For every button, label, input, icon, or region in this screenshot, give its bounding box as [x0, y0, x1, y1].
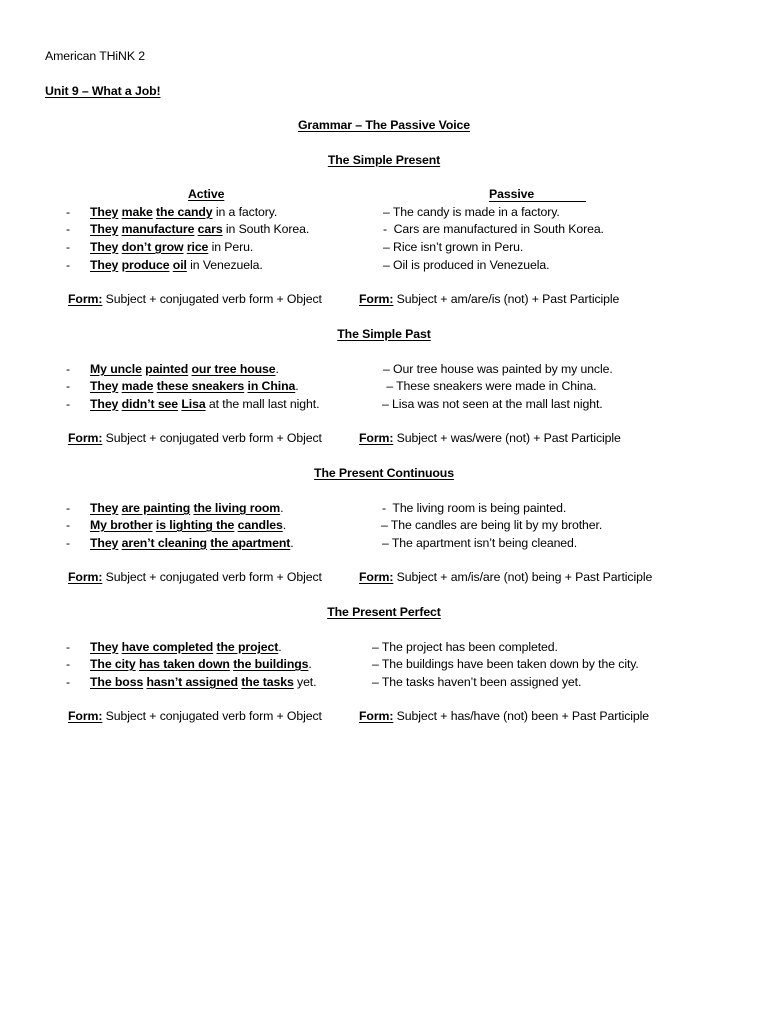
bullet-dash: - — [66, 536, 70, 550]
bullet-dash: - — [66, 640, 70, 654]
highlighted-phrase: The city — [90, 657, 136, 671]
active-sentence — [90, 657, 312, 672]
highlighted-phrase: the project — [216, 640, 279, 654]
highlighted-phrase: They — [90, 205, 119, 219]
active-sentence — [90, 379, 299, 394]
form-label: Form: — [359, 431, 394, 445]
form-label: Form: — [68, 709, 103, 723]
highlighted-phrase: My brother — [90, 518, 153, 532]
sentence-text: in Venezuela. — [186, 258, 263, 272]
highlighted-phrase: oil — [172, 258, 187, 272]
form-passive — [359, 709, 649, 724]
form-formula: Subject + has/have (not) been + Past Participle — [396, 709, 649, 723]
bullet-dash: - — [66, 379, 70, 393]
highlighted-phrase: don’t grow — [121, 240, 184, 254]
highlighted-phrase: The boss — [90, 675, 144, 689]
form-label: Form: — [359, 709, 394, 723]
passive-sentence: – The apartment isn’t being cleaned. — [382, 536, 578, 550]
active-sentence — [90, 675, 316, 690]
form-active — [68, 570, 322, 585]
bullet-dash: - — [66, 675, 70, 689]
highlighted-phrase: have completed — [121, 640, 214, 654]
grammar-topic-title: Grammar – The Passive Voice — [297, 118, 471, 132]
active-column-header: Active — [188, 187, 225, 201]
highlighted-phrase: Lisa — [181, 397, 206, 411]
highlighted-phrase: manufacture — [121, 222, 195, 236]
highlighted-phrase: They — [90, 536, 119, 550]
highlighted-phrase: They — [90, 640, 119, 654]
passive-sentence: – The candles are being lit by my brother. — [381, 518, 603, 532]
passive-sentence: – The project has been completed. — [372, 640, 558, 654]
passive-sentence: – Oil is produced in Venezuela. — [383, 258, 550, 272]
sentence-text: . — [278, 640, 282, 654]
passive-sentence: – Lisa was not seen at the mall last night. — [382, 397, 603, 411]
bullet-dash: - — [66, 258, 70, 272]
highlighted-phrase: our tree house — [191, 362, 276, 376]
highlighted-phrase: hasn’t assigned — [146, 675, 238, 689]
bullet-dash: - — [66, 397, 70, 411]
active-sentence — [90, 501, 283, 516]
active-sentence — [90, 397, 319, 412]
highlighted-phrase: are painting — [121, 501, 191, 515]
bullet-dash: - — [66, 362, 70, 376]
passive-sentence: – Rice isn’t grown in Peru. — [383, 240, 524, 254]
highlighted-phrase: the buildings — [233, 657, 309, 671]
passive-column-header: Passive — [489, 187, 586, 202]
sentence-text: . — [290, 536, 294, 550]
form-formula: Subject + conjugated verb form + Object — [105, 292, 322, 306]
form-formula: Subject + am/are/is (not) + Past Participle — [396, 292, 620, 306]
active-sentence — [90, 205, 277, 220]
form-label: Form: — [68, 292, 103, 306]
highlighted-phrase: They — [90, 397, 119, 411]
highlighted-phrase: rice — [186, 240, 209, 254]
passive-sentence: – The candy is made in a factory. — [383, 205, 560, 219]
form-formula: Subject + was/were (not) + Past Participle — [396, 431, 621, 445]
form-passive — [359, 292, 619, 307]
passive-sentence: – The tasks haven’t been assigned yet. — [372, 675, 582, 689]
bullet-dash: - — [66, 240, 70, 254]
highlighted-phrase: make — [121, 205, 153, 219]
form-passive — [359, 431, 621, 446]
active-sentence — [90, 640, 282, 655]
active-sentence — [90, 518, 286, 533]
active-sentence — [90, 362, 279, 377]
bullet-dash: - — [66, 205, 70, 219]
form-label: Form: — [359, 570, 394, 584]
sentence-text: in a factory. — [212, 205, 278, 219]
unit-title: Unit 9 – What a Job! — [45, 84, 161, 98]
highlighted-phrase: the candy — [156, 205, 213, 219]
bullet-dash: - — [66, 657, 70, 671]
section-title: The Present Perfect — [327, 605, 441, 619]
highlighted-phrase: My uncle — [90, 362, 142, 376]
course-title: American THiNK 2 — [45, 49, 145, 63]
sentence-text: at the mall last night. — [205, 397, 320, 411]
sentence-text: . — [280, 501, 284, 515]
highlighted-phrase: They — [90, 240, 119, 254]
form-label: Form: — [68, 570, 103, 584]
active-sentence — [90, 222, 309, 237]
highlighted-phrase: They — [90, 222, 119, 236]
form-formula: Subject + conjugated verb form + Object — [105, 570, 322, 584]
sentence-text: . — [282, 518, 287, 532]
highlighted-phrase: They — [90, 501, 119, 515]
passive-sentence: - The living room is being painted. — [382, 501, 567, 515]
active-sentence — [90, 258, 263, 273]
passive-sentence: – The buildings have been taken down by the city. — [372, 657, 639, 671]
highlighted-phrase: painted — [145, 362, 189, 376]
highlighted-phrase: didn’t see — [121, 397, 179, 411]
section-title: The Simple Past — [337, 327, 431, 341]
highlighted-phrase: produce — [121, 258, 170, 272]
highlighted-phrase: aren’t cleaning — [121, 536, 207, 550]
sentence-text: yet. — [293, 675, 317, 689]
highlighted-phrase: made — [121, 379, 154, 393]
highlighted-phrase: in China — [247, 379, 296, 393]
section-title: The Present Continuous — [314, 466, 454, 480]
section-title: The Simple Present — [327, 153, 441, 167]
active-sentence — [90, 240, 253, 255]
passive-sentence: – These sneakers were made in China. — [383, 379, 597, 393]
highlighted-phrase: cars — [197, 222, 223, 236]
highlighted-phrase: They — [90, 379, 119, 393]
form-active — [68, 709, 322, 724]
passive-sentence: – Our tree house was painted by my uncle. — [383, 362, 613, 376]
sentence-text: in South Korea. — [222, 222, 310, 236]
sentence-text: . — [308, 657, 312, 671]
highlighted-phrase: candles — [237, 518, 283, 532]
highlighted-phrase: has taken down — [139, 657, 230, 671]
form-label: Form: — [359, 292, 394, 306]
form-active — [68, 292, 322, 307]
highlighted-phrase: these sneakers — [156, 379, 245, 393]
highlighted-phrase: the tasks — [241, 675, 294, 689]
passive-sentence: - Cars are manufactured in South Korea. — [383, 222, 604, 236]
form-passive — [359, 570, 652, 585]
form-label: Form: — [68, 431, 103, 445]
highlighted-phrase: They — [90, 258, 119, 272]
bullet-dash: - — [66, 518, 70, 532]
highlighted-phrase: the living room — [193, 501, 281, 515]
bullet-dash: - — [66, 222, 70, 236]
form-formula: Subject + conjugated verb form + Object — [105, 709, 322, 723]
highlighted-phrase: is lighting the — [155, 518, 235, 532]
sentence-text: . — [275, 362, 279, 376]
sentence-text: . — [295, 379, 299, 393]
active-sentence — [90, 536, 294, 551]
form-active — [68, 431, 322, 446]
bullet-dash: - — [66, 501, 70, 515]
sentence-text: in Peru. — [208, 240, 254, 254]
highlighted-phrase: the apartment — [210, 536, 291, 550]
form-formula: Subject + am/is/are (not) being + Past Participle — [396, 570, 653, 584]
form-formula: Subject + conjugated verb form + Object — [105, 431, 322, 445]
